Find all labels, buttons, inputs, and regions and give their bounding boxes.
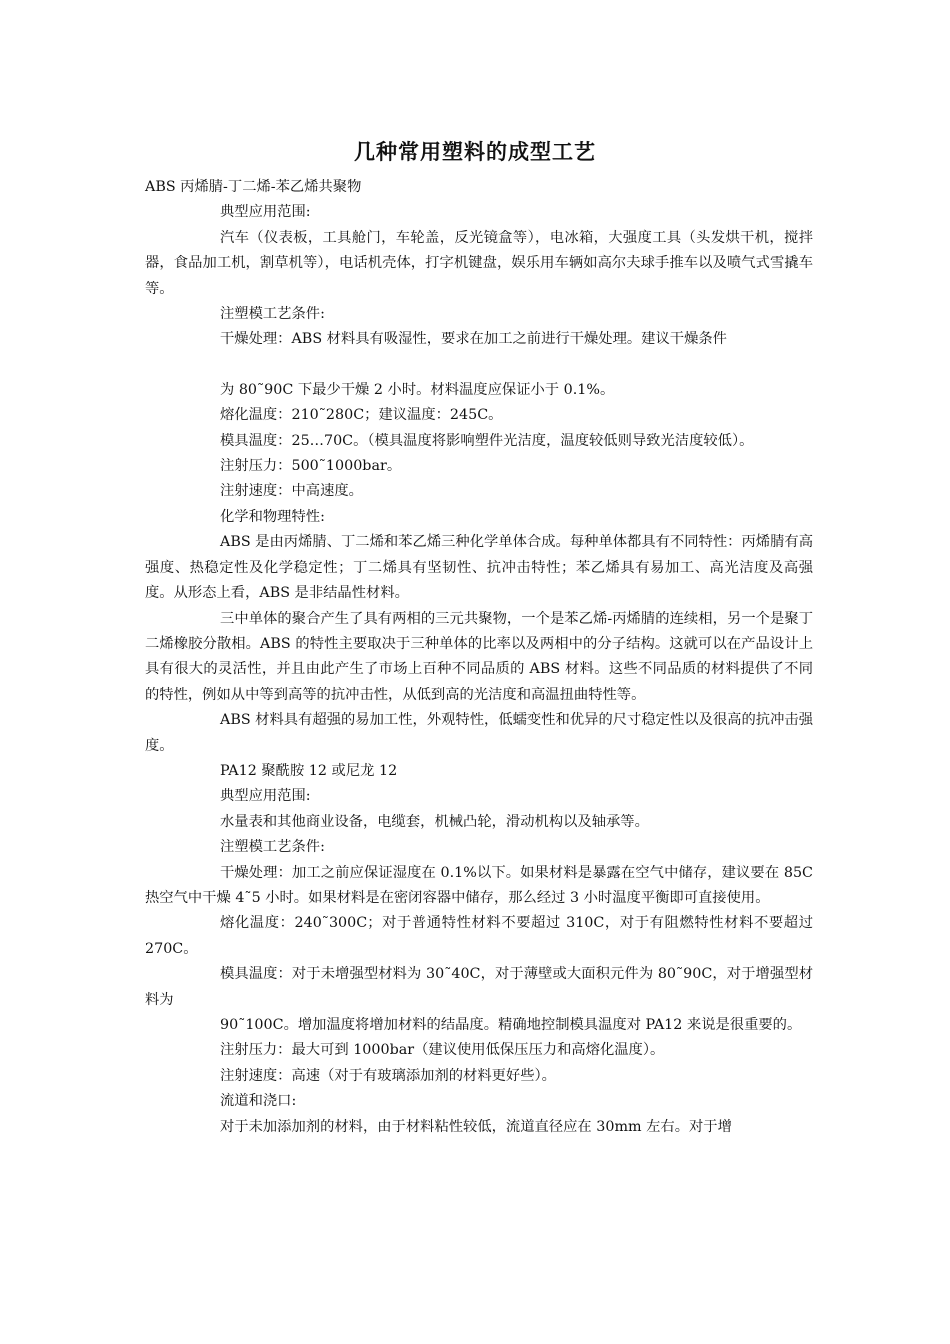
section-heading: 注塑模工艺条件: (220, 306, 325, 323)
body-paragraph: 为 80˜90C 下最少干燥 2 小时。材料温度应保证小于 0.1%。 (220, 381, 615, 398)
body-paragraph: 90˜100C。增加温度将增加材料的结晶度。精确地控制模具温度对 PA12 来说是很重要的。 (220, 1017, 802, 1033)
section-heading: 流道和浇口: (220, 1093, 297, 1110)
body-paragraph: 三中单体的聚合产生了具有两相的三元共聚物，一个是苯乙烯-丙烯腈的连续相，另一个是聚丁二烯橡胶分散相。ABS 的特性主要取决于三种单体的比率以及两相中的分子结构。这就可以在产品设计上具有很大的灵活性，并且由此产生了市场上百种不同品质的 ABS 材料。这些不同品质的材料提供了不同的特性，例如从中等到高等的抗冲击性，从低到高的光洁度和高温扭曲特性等。 (145, 610, 813, 703)
body-paragraph: 干燥处理：ABS 材料具有吸湿性，要求在加工之前进行干燥处理。建议干燥条件 (220, 331, 727, 348)
body-paragraph: 熔化温度：240˜300C；对于普通特性材料不要超过 310C，对于有阻燃特性材料不要超过 270C。 (145, 915, 813, 957)
body-paragraph: ABS 材料具有超强的易加工性，外观特性，低蠕变性和优异的尺寸稳定性以及很高的抗冲击强度。 (145, 712, 813, 754)
section-heading: 化学和物理特性: (220, 508, 325, 525)
paragraph-gap (145, 353, 813, 378)
body-paragraph: 模具温度：25…70C。（模具温度将影响塑件光洁度，温度较低则导致光洁度较低）。 (220, 432, 754, 449)
section-heading: 注塑模工艺条件: (220, 839, 325, 856)
body-paragraph: 注射速度：高速（对于有玻璃添加剂的材料更好些）。 (220, 1067, 556, 1084)
section-heading: PA12 聚酰胺 12 或尼龙 12 (220, 762, 398, 779)
document-title: 几种常用塑料的成型工艺 (354, 140, 596, 164)
body-paragraph: 熔化温度：210˜280C；建议温度：245C。 (220, 407, 503, 424)
body-paragraph: 注射压力：最大可到 1000bar（建议使用低保压压力和高熔化温度）。 (220, 1042, 665, 1059)
section-heading: 典型应用范围: (220, 788, 311, 805)
body-paragraph: 模具温度：对于未增强型材料为 30˜40C，对于薄壁或大面积元件为 80˜90C，对于增强型材料为 (145, 966, 813, 1008)
section-heading: ABS 丙烯腈-丁二烯-苯乙烯共聚物 (145, 179, 362, 195)
body-paragraph: 对于未加添加剂的材料，由于材料粘性较低，流道直径应在 30mm 左右。对于增 (220, 1118, 732, 1135)
body-paragraph: 水量表和其他商业设备，电缆套，机械凸轮，滑动机构以及轴承等。 (220, 813, 649, 830)
body-paragraph: 注射速度：中高速度。 (220, 483, 363, 500)
body-paragraph: 干燥处理：加工之前应保证湿度在 0.1%以下。如果材料是暴露在空气中储存，建议要在 85C 热空气中干燥 4˜5 小时。如果材料是在密闭容器中储存，那么经过 3 小时温度平衡即可直接使用。 (145, 864, 813, 906)
section-heading: 典型应用范围: (220, 204, 311, 221)
body-paragraph: 注射压力：500˜1000bar。 (220, 458, 402, 475)
body-paragraph: 汽车（仪表板，工具舱门，车轮盖，反光镜盒等），电冰箱，大强度工具（头发烘干机，搅拌器，食品加工机，割草机等），电话机壳体，打字机键盘，娱乐用车辆如高尔夫球手推车以及喷气式雪撬车等。 (145, 229, 813, 297)
body-paragraph: ABS 是由丙烯腈、丁二烯和苯乙烯三种化学单体合成。每种单体都具有不同特性：丙烯腈有高强度、热稳定性及化学稳定性；丁二烯具有坚韧性、抗冲击特性；苯乙烯具有易加工、高光洁度及高强度。从形态上看，ABS 是非结晶性材料。 (145, 534, 813, 602)
document-body (145, 175, 813, 1140)
